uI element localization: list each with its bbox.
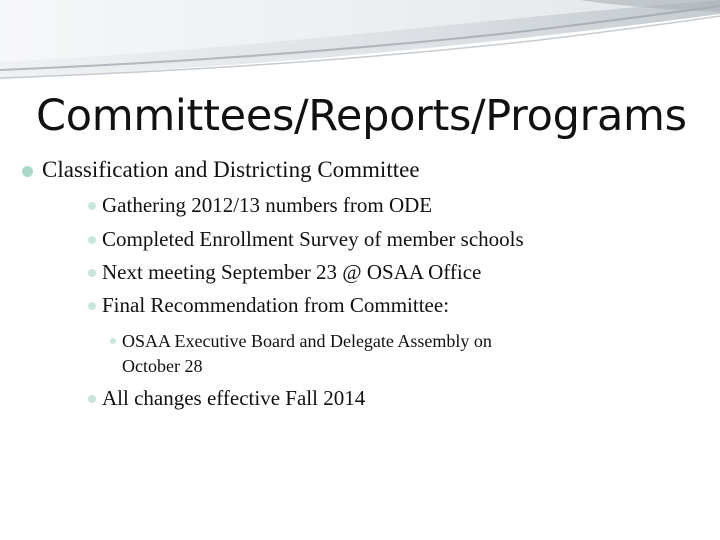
bullet-level2: Completed Enrollment Survey of member schools <box>102 227 524 251</box>
bullet-dot-icon <box>88 202 96 210</box>
bullet-dot-icon <box>110 338 116 344</box>
bullet-level3-line2: October 28 <box>122 356 203 376</box>
bullet-level2: Next meeting September 23 @ OSAA Office <box>102 260 482 284</box>
slide-title: Committees/Reports/Programs <box>36 91 687 141</box>
bullet-level2: Final Recommendation from Committee: <box>102 293 450 317</box>
bullet-level2: Gathering 2012/13 numbers from ODE <box>102 193 433 217</box>
bullet-level1: Classification and Districting Committee <box>42 157 420 182</box>
bullet-dot-icon <box>88 395 96 403</box>
bullet-dot-icon <box>88 236 96 244</box>
bullet-level2: All changes effective Fall 2014 <box>102 386 366 410</box>
bullet-level3-line1: OSAA Executive Board and Delegate Assembly on <box>122 331 492 351</box>
bullet-dot-icon <box>22 166 33 177</box>
bullet-dot-icon <box>88 302 96 310</box>
header-swoosh-decoration <box>0 0 720 90</box>
bullet-dot-icon <box>88 269 96 277</box>
